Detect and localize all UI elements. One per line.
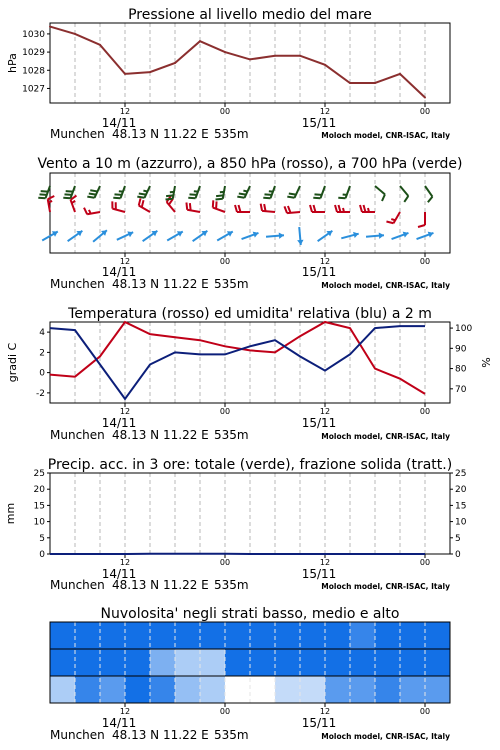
location-name: Munchen xyxy=(50,428,105,442)
wind-barb-feather xyxy=(288,206,291,213)
wind-barb-half-feather xyxy=(368,208,369,212)
location-lon: 11.22 E xyxy=(163,277,209,291)
date-label: 14/11 xyxy=(101,416,137,430)
cloud-cell-medio xyxy=(400,649,425,676)
cloud-cell-alto xyxy=(350,622,375,649)
x-tick-label: 00 xyxy=(419,707,431,716)
cloud-cell-basso xyxy=(250,676,275,703)
cloud-cell-alto xyxy=(225,622,250,649)
x-tick-label: 12 xyxy=(119,257,131,266)
x-tick-label: 12 xyxy=(319,107,331,116)
pressure-point xyxy=(424,97,426,99)
pressure-point xyxy=(49,26,51,28)
y-tick-label: 15 xyxy=(33,501,45,512)
cloud-cell-basso xyxy=(175,676,200,703)
cloud-cell-alto xyxy=(200,622,225,649)
cloud-cell-alto xyxy=(400,622,425,649)
wind-barb-700 xyxy=(295,186,300,198)
pressure-point xyxy=(199,40,201,42)
wind-barb-feather xyxy=(404,196,408,202)
wind-barb-feather xyxy=(216,195,223,196)
wind-barb-feather xyxy=(48,196,55,199)
location-name: Munchen xyxy=(50,277,105,291)
model-credit: Moloch model, CNR-ISAC, Italy xyxy=(321,432,450,441)
pressure-point xyxy=(149,71,151,73)
x-tick-label: 12 xyxy=(319,407,331,416)
y-tick-label: 10 xyxy=(33,517,45,528)
cloud-cell-alto xyxy=(150,622,175,649)
cloud-cell-basso xyxy=(425,676,450,703)
plot-frame xyxy=(50,473,450,554)
wind-arrowhead xyxy=(297,240,303,245)
date-label: 14/11 xyxy=(101,567,137,581)
location-lon: 11.22 E xyxy=(163,127,209,141)
cloud-cell-basso xyxy=(200,676,225,703)
wind-barb-feather xyxy=(284,206,287,213)
wind-barb-850 xyxy=(287,212,300,213)
x-tick-label: 00 xyxy=(419,558,431,567)
cloud-cell-basso xyxy=(400,676,425,703)
wind-barb-half-feather xyxy=(343,208,344,212)
wind-barb-850 xyxy=(187,210,200,212)
cloud-cell-medio xyxy=(375,649,400,676)
cloud-cell-alto xyxy=(100,622,125,649)
date-label: 15/11 xyxy=(301,567,337,581)
cloud-cell-basso xyxy=(375,676,400,703)
model-credit: Moloch model, CNR-ISAC, Italy xyxy=(321,131,450,140)
humidity-line xyxy=(50,326,425,399)
wind-barb-feather xyxy=(310,205,312,212)
wind-barb-feather xyxy=(287,197,294,198)
wind-barb-feather xyxy=(166,195,173,196)
y-tick-label: 1030 xyxy=(22,29,45,40)
wind-barb-feather xyxy=(364,205,366,212)
cloud-cell-medio xyxy=(275,649,300,676)
model-credit: Moloch model, CNR-ISAC, Italy xyxy=(321,732,450,741)
wind-barb-feather xyxy=(142,200,144,207)
location-alt: 535m xyxy=(214,127,249,141)
wind-barb-feather xyxy=(38,198,45,199)
wind-barb-feather xyxy=(213,200,214,207)
y-tick-label-right: 0 xyxy=(455,550,461,560)
y-tick-label-right: 10 xyxy=(455,517,467,528)
model-credit: Moloch model, CNR-ISAC, Italy xyxy=(321,582,450,591)
cloud-cell-basso xyxy=(300,676,325,703)
chart-title: Temperatura (rosso) ed umidita' relativa (blu) a 2 m xyxy=(68,306,432,322)
cloud-cell-basso xyxy=(350,676,375,703)
wind-barb-feather xyxy=(339,205,341,212)
chart-title: Precip. acc. in 3 ore: totale (verde), frazione solida (tratt.) xyxy=(47,457,453,473)
wind-barb-feather xyxy=(89,193,96,194)
wind-arrowhead xyxy=(279,232,284,238)
y-tick-label-right: 100 xyxy=(455,324,473,335)
cloud-cell-medio xyxy=(75,649,100,676)
cloud-cell-alto xyxy=(125,622,150,649)
wind-arrowhead xyxy=(353,232,359,238)
y-tick-label: 1028 xyxy=(22,66,45,77)
location-alt: 535m xyxy=(214,728,249,742)
wind-barb-half-feather xyxy=(143,191,147,192)
x-tick-label: 00 xyxy=(419,257,431,266)
y-tick-label-right: 5 xyxy=(455,533,461,544)
x-tick-label: 00 xyxy=(219,707,231,716)
cloud-cell-medio xyxy=(300,649,325,676)
pressure-point xyxy=(374,82,376,84)
cloud-cell-basso xyxy=(225,676,250,703)
cloud-cell-medio xyxy=(200,649,225,676)
wind-barb-feather xyxy=(289,193,296,194)
x-tick-label: 00 xyxy=(219,407,231,416)
plot-frame xyxy=(50,322,450,403)
cloud-cell-basso xyxy=(100,676,125,703)
wind-barb-feather xyxy=(137,197,144,198)
pressure-point xyxy=(249,58,251,60)
cloud-cell-alto xyxy=(425,622,450,649)
x-tick-label: 00 xyxy=(419,107,431,116)
x-tick-label: 12 xyxy=(319,257,331,266)
cloud-cell-medio xyxy=(350,649,375,676)
pressure-point xyxy=(324,64,326,66)
location-alt: 535m xyxy=(214,578,249,592)
cloud-cell-alto xyxy=(75,622,100,649)
wind-barb-feather xyxy=(87,197,94,198)
pressure-point xyxy=(349,82,351,84)
wind-barb-feather xyxy=(264,204,265,211)
wind-barb-half-feather xyxy=(391,219,395,220)
cloud-cell-alto xyxy=(300,622,325,649)
cloud-cell-medio xyxy=(125,649,150,676)
y-tick-label-right: 15 xyxy=(455,501,467,512)
y-tick-label: -2 xyxy=(36,388,45,399)
wind-barb-feather xyxy=(314,205,316,212)
wind-barb-700 xyxy=(346,186,350,198)
wind-barb-feather xyxy=(113,198,120,199)
x-tick-label: 12 xyxy=(319,707,331,716)
wind-barb-feather xyxy=(41,191,48,192)
cloud-cell-alto xyxy=(325,622,350,649)
chart-title: Pressione al livello medio del mare xyxy=(128,7,372,23)
date-label: 15/11 xyxy=(301,116,337,130)
wind-barb-700 xyxy=(375,186,385,194)
y-axis-label: hPa xyxy=(6,53,19,73)
y-tick-label: 20 xyxy=(33,485,45,496)
wind-barb-700 xyxy=(425,186,432,197)
wind-barb-feather xyxy=(66,191,73,192)
wind-barb-700 xyxy=(321,186,325,198)
pressure-point xyxy=(299,55,301,57)
wind-barb-feather xyxy=(237,197,244,198)
date-label: 14/11 xyxy=(101,265,137,279)
x-tick-label: 12 xyxy=(119,407,131,416)
wind-barb-feather xyxy=(428,197,433,203)
location-lat: 48.13 N xyxy=(112,127,160,141)
cloud-cell-basso xyxy=(325,676,350,703)
wind-barb-feather xyxy=(386,221,393,223)
y-tick-label: 0 xyxy=(39,550,45,560)
y-tick-label: 2 xyxy=(39,348,45,359)
y-axis-label: mm xyxy=(4,502,17,525)
y-tick-label: 1027 xyxy=(22,84,45,95)
x-tick-label: 00 xyxy=(219,257,231,266)
location-name: Munchen xyxy=(50,728,105,742)
cloud-cell-medio xyxy=(425,649,450,676)
cloud-cell-alto xyxy=(250,622,275,649)
x-tick-label: 12 xyxy=(119,558,131,567)
x-tick-label: 00 xyxy=(219,107,231,116)
wind-barb-feather xyxy=(338,198,345,199)
y-tick-label: 0 xyxy=(39,368,45,379)
cloud-cell-alto xyxy=(275,622,300,649)
location-name: Munchen xyxy=(50,578,105,592)
wind-barb-feather xyxy=(63,198,70,199)
cloud-cell-basso xyxy=(50,676,75,703)
cloud-cell-medio xyxy=(225,649,250,676)
y-tick-label: 25 xyxy=(33,469,45,479)
y-axis-label: gradi C xyxy=(6,342,19,383)
cloud-cell-medio xyxy=(175,649,200,676)
wind-barb-feather xyxy=(166,199,173,200)
wind-barb-850 xyxy=(139,206,150,213)
wind-barb-850 xyxy=(262,211,275,212)
location-alt: 535m xyxy=(214,428,249,442)
cloud-cell-alto xyxy=(375,622,400,649)
wind-barb-feather xyxy=(188,198,195,199)
cloud-cell-basso xyxy=(275,676,300,703)
date-label: 15/11 xyxy=(301,416,337,430)
wind-barb-850 xyxy=(112,209,125,212)
x-tick-label: 00 xyxy=(219,558,231,567)
y-tick-label: 4 xyxy=(39,328,45,339)
wind-barb-feather xyxy=(314,194,321,195)
y-tick-label-right: 20 xyxy=(455,485,467,496)
location-lon: 11.22 E xyxy=(163,428,209,442)
location-lat: 48.13 N xyxy=(112,277,160,291)
wind-barb-feather xyxy=(360,205,362,212)
cloud-cell-alto xyxy=(50,622,75,649)
cloud-cell-basso xyxy=(150,676,175,703)
wind-barb-feather xyxy=(263,198,270,199)
wind-barb-feather xyxy=(189,194,196,195)
date-label: 15/11 xyxy=(301,716,337,730)
wind-barb-feather xyxy=(90,190,97,191)
pressure-point xyxy=(274,55,276,57)
wind-barb-feather xyxy=(264,194,271,195)
wind-barb-half-feather xyxy=(243,191,247,192)
wind-barb-feather xyxy=(139,198,141,205)
location-name: Munchen xyxy=(50,127,105,141)
y-tick-label: 5 xyxy=(39,533,45,544)
cloud-cell-medio xyxy=(250,649,275,676)
wind-barb-feather xyxy=(313,198,320,199)
wind-barb-feather xyxy=(84,208,87,215)
date-label: 14/11 xyxy=(101,116,137,130)
wind-barb-feather xyxy=(64,194,71,195)
y-tick-label-right: 80 xyxy=(455,364,467,375)
wind-barb-feather xyxy=(335,205,337,212)
model-credit: Moloch model, CNR-ISAC, Italy xyxy=(321,281,450,290)
wind-barb-feather xyxy=(186,203,187,210)
wind-barb-feather xyxy=(216,201,217,208)
wind-barb-feather xyxy=(418,225,425,227)
wind-barb-feather xyxy=(190,203,191,210)
wind-barb-feather xyxy=(216,199,223,200)
pressure-point xyxy=(99,44,101,46)
location-lon: 11.22 E xyxy=(163,728,209,742)
pressure-point xyxy=(224,51,226,53)
location-lat: 48.13 N xyxy=(112,578,160,592)
location-lon: 11.22 E xyxy=(163,578,209,592)
pressure-point xyxy=(399,73,401,75)
location-lat: 48.13 N xyxy=(112,728,160,742)
cloud-cell-basso xyxy=(125,676,150,703)
y-tick-label: 1029 xyxy=(22,48,45,59)
y-tick-label-right: 70 xyxy=(455,384,467,395)
cloud-cell-alto xyxy=(175,622,200,649)
x-tick-label: 00 xyxy=(419,407,431,416)
y-axis-label-right: % xyxy=(480,357,493,368)
cloud-cell-medio xyxy=(325,649,350,676)
cloud-cell-medio xyxy=(50,649,75,676)
wind-barb-700 xyxy=(400,186,408,196)
wind-barb-feather xyxy=(239,193,246,194)
wind-barb-feather xyxy=(235,205,237,212)
date-label: 15/11 xyxy=(301,265,337,279)
plot-frame xyxy=(50,23,450,103)
chart-title: Nuvolosita' negli strati basso, medio e alto xyxy=(100,606,400,622)
pressure-line xyxy=(50,27,425,98)
cloud-cell-medio xyxy=(100,649,125,676)
pressure-point xyxy=(124,73,126,75)
y-tick-label-right: 25 xyxy=(455,469,467,479)
wind-barb-feather xyxy=(382,194,385,201)
date-label: 14/11 xyxy=(101,716,137,730)
temperature-line xyxy=(50,322,425,394)
wind-barb-850 xyxy=(394,212,401,223)
wind-arrowhead xyxy=(379,232,384,238)
cloud-cell-medio xyxy=(150,649,175,676)
y-tick-label-right: 90 xyxy=(455,344,467,355)
wind-barb-feather xyxy=(39,194,46,195)
x-tick-label: 12 xyxy=(119,107,131,116)
location-alt: 535m xyxy=(214,277,249,291)
wind-barb-850 xyxy=(213,208,225,212)
chart-title: Vento a 10 m (azzurro), a 850 hPa (rosso), a 700 hPa (verde) xyxy=(37,156,463,172)
cloud-cell-basso xyxy=(75,676,100,703)
x-tick-label: 12 xyxy=(319,558,331,567)
wind-barb-feather xyxy=(139,193,146,194)
wind-barb-feather xyxy=(261,204,262,211)
wind-barb-feather xyxy=(239,205,241,212)
x-tick-label: 12 xyxy=(119,707,131,716)
pressure-point xyxy=(74,33,76,35)
pressure-point xyxy=(174,62,176,64)
location-lat: 48.13 N xyxy=(112,428,160,442)
wind-barb-feather xyxy=(114,194,121,195)
